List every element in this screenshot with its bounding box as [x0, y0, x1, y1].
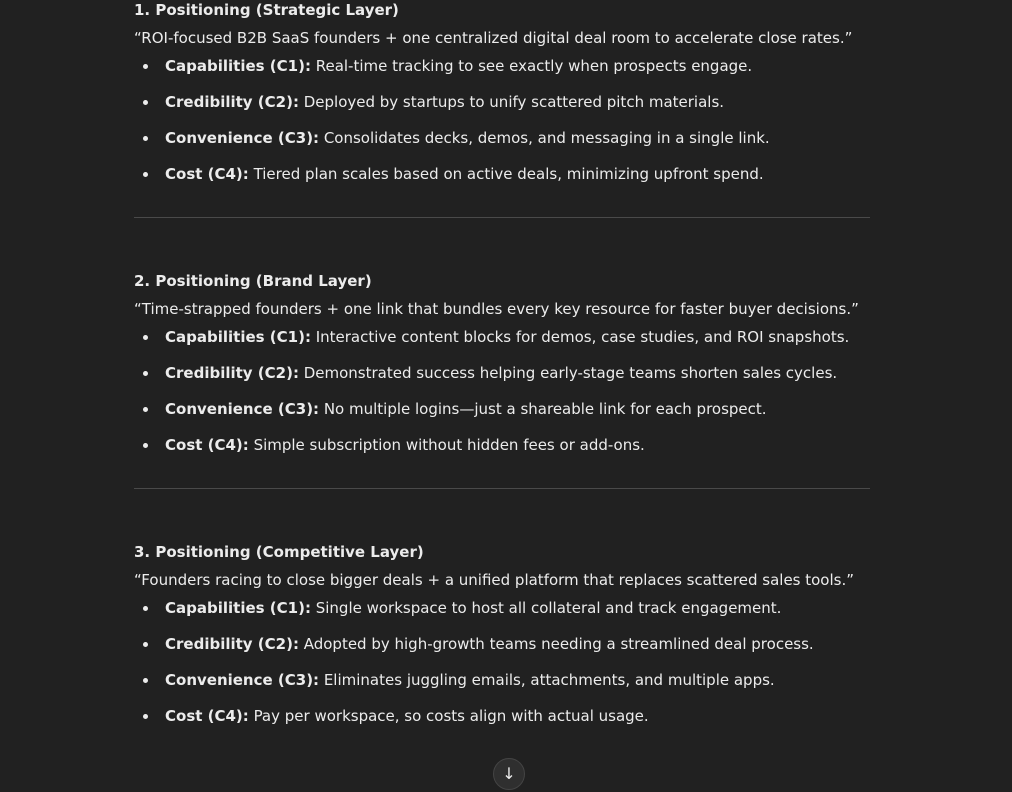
bullet-text: Interactive content blocks for demos, case studies, and ROI snapshots.	[310, 328, 850, 346]
section-quote: “Founders racing to close bigger deals + a unified platform that replaces scattered sales tools.”	[134, 571, 855, 589]
bullet-label: Credibility (C2):	[165, 635, 299, 653]
bullet-list	[134, 327, 870, 455]
list-item	[134, 670, 870, 690]
bullet-text: Eliminates juggling emails, attachments, and multiple apps.	[319, 671, 775, 689]
bullet-label: Capabilities (C1):	[165, 599, 311, 617]
bullet-label: Credibility (C2):	[165, 93, 299, 111]
bullet-text: No multiple logins—just a shareable link for each prospect.	[319, 400, 767, 418]
list-item	[134, 128, 870, 148]
list-item	[134, 598, 870, 618]
list-item	[134, 634, 870, 654]
list-item	[134, 435, 870, 455]
list-item	[134, 92, 870, 112]
divider	[134, 217, 870, 218]
bullet-label: Capabilities (C1):	[165, 328, 311, 346]
section-title: 3. Positioning (Competitive Layer)	[134, 543, 424, 561]
section-quote: “ROI-focused B2B SaaS founders + one centralized digital deal room to accelerate close rates.”	[134, 29, 853, 47]
bullet-label: Cost (C4):	[165, 436, 249, 454]
bullet-label: Cost (C4):	[165, 165, 249, 183]
bullet-label: Convenience (C3):	[165, 129, 320, 147]
bullet-text: Single workspace to host all collateral and track engagement.	[310, 599, 782, 617]
bullet-text: Simple subscription without hidden fees or add-ons.	[248, 436, 645, 454]
bullet-label: Credibility (C2):	[165, 364, 299, 382]
section-quote: “Time-strapped founders + one link that bundles every key resource for faster buyer decisions.”	[134, 300, 859, 318]
list-item	[134, 399, 870, 419]
arrow-down-icon: ↓	[502, 764, 516, 783]
bullet-text: Real-time tracking to see exactly when prospects engage.	[310, 57, 753, 75]
section-brand	[134, 271, 870, 455]
bullet-text: Tiered plan scales based on active deals, minimizing upfront spend.	[248, 165, 764, 183]
bullet-text: Deployed by startups to unify scattered pitch materials.	[298, 93, 725, 111]
list-item	[134, 56, 870, 76]
bullet-label: Cost (C4):	[165, 707, 249, 725]
bullet-text: Adopted by high-growth teams needing a streamlined deal process.	[298, 635, 814, 653]
section-strategic	[134, 0, 870, 184]
bullet-label: Capabilities (C1):	[165, 57, 311, 75]
bullet-list	[134, 598, 870, 726]
bullet-text: Demonstrated success helping early-stage teams shorten sales cycles.	[298, 364, 838, 382]
bullet-list	[134, 56, 870, 184]
list-item	[134, 327, 870, 347]
list-item	[134, 164, 870, 184]
list-item	[134, 363, 870, 383]
section-title: 2. Positioning (Brand Layer)	[134, 272, 372, 290]
bullet-text: Pay per workspace, so costs align with actual usage.	[248, 707, 649, 725]
bullet-label: Convenience (C3):	[165, 671, 320, 689]
section-competitive	[134, 542, 870, 726]
divider	[134, 488, 870, 489]
section-title: 1. Positioning (Strategic Layer)	[134, 1, 399, 19]
bullet-label: Convenience (C3):	[165, 400, 320, 418]
scroll-to-bottom-button[interactable]	[493, 758, 525, 790]
list-item	[134, 706, 870, 726]
assistant-message	[134, 0, 870, 742]
bullet-text: Consolidates decks, demos, and messaging in a single link.	[319, 129, 770, 147]
